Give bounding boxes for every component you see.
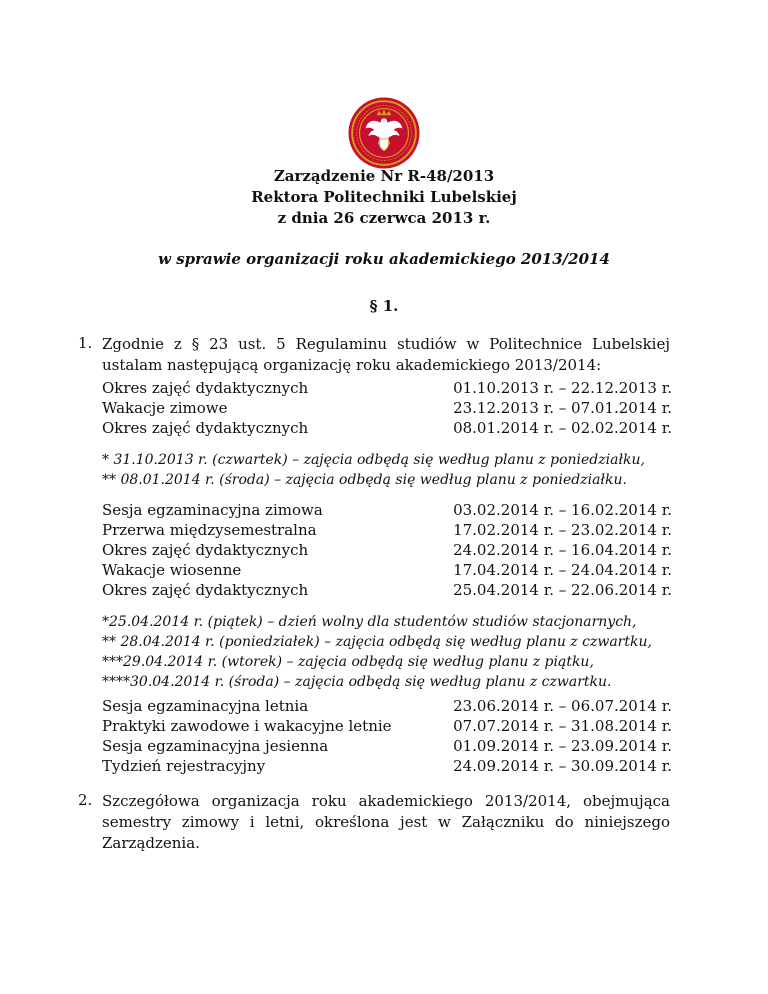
point-2-text: Szczegółowa organizacja roku akademickiego 2013/2014, obejmująca semestry zimowy i letni, określona jest w Załączniku do niniejszego Zarządzenia. <box>102 792 670 852</box>
schedule-row <box>102 398 672 418</box>
period-dates: 03.02.2014 r. – 16.02.2014 r. <box>453 501 672 519</box>
note-line: * 31.10.2013 r. (czwartek) – zajęcia odbędą się według planu z poniedziałku, <box>102 452 645 468</box>
notes-2 <box>102 612 682 692</box>
period-label: Okres zajęć dydaktycznych <box>102 581 309 599</box>
period-dates: 07.07.2014 r. – 31.08.2014 r. <box>453 717 672 735</box>
note-line: ** 08.01.2014 r. (środa) – zajęcia odbędą się według planu z poniedziałku. <box>102 472 627 488</box>
decree-date: z dnia 26 czerwca 2013 r. <box>277 209 491 227</box>
university-emblem-icon <box>347 96 421 170</box>
period-label: Praktyki zawodowe i wakacyjne letnie <box>102 717 392 735</box>
period-label: Wakacje zimowe <box>102 399 228 417</box>
period-label: Tydzień rejestracyjny <box>102 757 266 775</box>
point-1-text: Zgodnie z § 23 ust. 5 Regulaminu studiów w Politechnice Lubelskiej ustalam następującą organizację roku akademickiego 2013/2014: <box>102 335 670 374</box>
period-dates: 01.09.2014 r. – 23.09.2014 r. <box>453 737 672 755</box>
period-label: Sesja egzaminacyjna zimowa <box>102 501 323 519</box>
schedule-row <box>102 520 672 540</box>
schedule-row <box>102 560 672 580</box>
schedule-row <box>102 756 672 776</box>
period-dates: 24.09.2014 r. – 30.09.2014 r. <box>453 757 672 775</box>
schedule-row <box>102 378 672 398</box>
period-dates: 24.02.2014 r. – 16.04.2014 r. <box>453 541 672 559</box>
schedule-table-1 <box>102 378 672 438</box>
period-label: Okres zajęć dydaktycznych <box>102 379 309 397</box>
point-1-number: 1. <box>78 334 93 352</box>
decree-number: Zarządzenie Nr R-48/2013 <box>273 167 495 185</box>
period-label: Okres zajęć dydaktycznych <box>102 541 309 559</box>
schedule-row <box>102 696 672 716</box>
document-subject: w sprawie organizacji roku akademickiego 2013/2014 <box>158 250 610 268</box>
period-label: Sesja egzaminacyjna letnia <box>102 697 309 715</box>
period-dates: 23.12.2013 r. – 07.01.2014 r. <box>453 399 672 417</box>
point-2-number: 2. <box>78 791 93 809</box>
note-line: *25.04.2014 r. (piątek) – dzień wolny dla studentów studiów stacjonarnych, <box>102 614 637 630</box>
period-dates: 23.06.2014 r. – 06.07.2014 r. <box>453 697 672 715</box>
issuer: Rektora Politechniki Lubelskiej <box>251 188 517 206</box>
schedule-row <box>102 540 672 560</box>
paragraph-sign: § 1. <box>369 297 399 315</box>
notes-1 <box>102 450 682 490</box>
schedule-row <box>102 580 672 600</box>
period-label: Wakacje wiosenne <box>102 561 242 579</box>
schedule-row <box>102 716 672 736</box>
note-line: ** 28.04.2014 r. (poniedziałek) – zajęcia odbędą się według planu z czwartku, <box>102 634 652 650</box>
period-dates: 17.04.2014 r. – 24.04.2014 r. <box>453 561 672 579</box>
period-dates: 08.01.2014 r. – 02.02.2014 r. <box>453 419 672 437</box>
period-dates: 01.10.2013 r. – 22.12.2013 r. <box>453 379 672 397</box>
period-label: Okres zajęć dydaktycznych <box>102 419 309 437</box>
note-line: ***29.04.2014 r. (wtorek) – zajęcia odbędą się według planu z piątku, <box>102 654 594 670</box>
period-label: Sesja egzaminacyjna jesienna <box>102 737 329 755</box>
period-label: Przerwa międzysemestralna <box>102 521 317 539</box>
period-dates: 25.04.2014 r. – 22.06.2014 r. <box>453 581 672 599</box>
schedule-table-3 <box>102 696 672 776</box>
document-header <box>0 166 768 229</box>
schedule-row <box>102 736 672 756</box>
period-dates: 17.02.2014 r. – 23.02.2014 r. <box>453 521 672 539</box>
schedule-table-2 <box>102 500 672 600</box>
schedule-row <box>102 500 672 520</box>
note-line: ****30.04.2014 r. (środa) – zajęcia odbędą się według planu z czwartku. <box>102 674 612 690</box>
schedule-row <box>102 418 672 438</box>
